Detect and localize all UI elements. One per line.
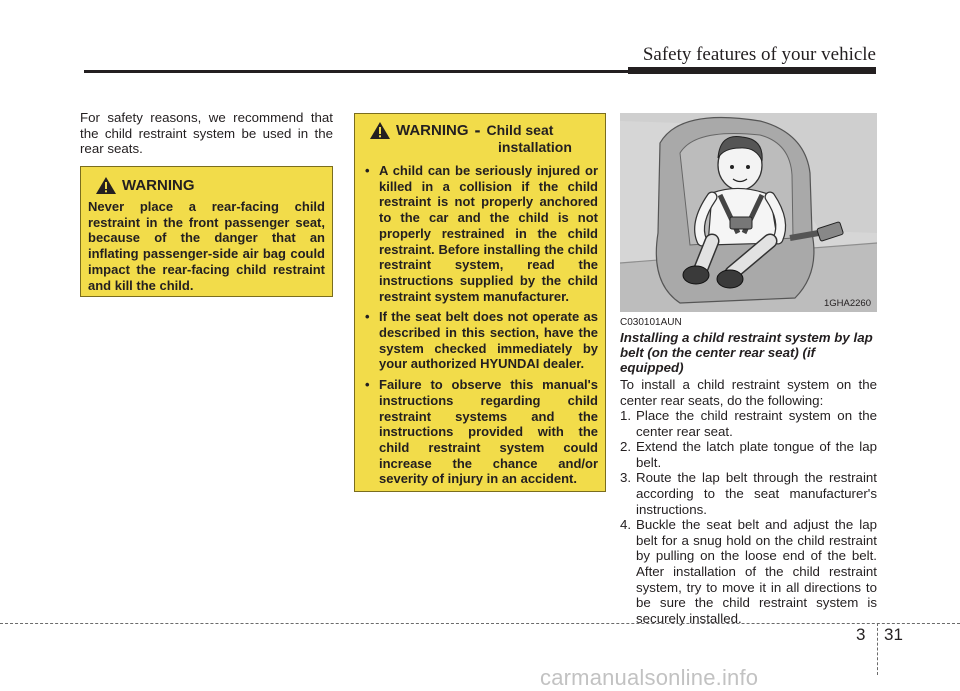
section-intro: To install a child restraint system on the center rear seats, do the following: [620,377,877,408]
warning-triangle-icon [96,177,116,194]
step-number: 3. [620,470,632,486]
step-number: 2. [620,439,632,455]
warning-heading [362,122,598,155]
step-text: Place the child restraint system on the center rear seat. [636,408,877,439]
step-item [620,408,877,439]
warning-bullet: • A child can be seriously injured or killed in a collision if the child restraint is not properly anchored to the car and the child is not properly restrained in the child restraint. Before installing the child restraint system, read the instructions supplied by the child restraint system manufacturer. [362,163,598,304]
warning-bullet: • If the seat belt does not operate as described in this section, have the system checked immediately by your authorized HYUNDAI dealer. [362,309,598,372]
installation-steps [620,408,877,626]
warning-triangle-icon [370,122,390,139]
footer-divider [877,623,878,675]
warning-subtitle-line1: Child seat [486,122,554,138]
section-code: C030101AUN [620,317,682,328]
step-number: 4. [620,517,632,533]
warning-title: WARNING [122,177,195,194]
child-seat-illustration [620,113,877,312]
intro-paragraph: For safety reasons, we recommend that the child restraint system be used in the rear seats. [80,110,333,157]
warning-bullet: • Failure to observe this manual's instructions regarding child restraint systems and the instructions provided with the child restraint system could increase the chance and/or severity of injury in an accident. [362,377,598,487]
step-item [620,517,877,626]
step-number: 1. [620,408,632,423]
warning-heading [88,177,325,194]
step-text: Route the lap belt through the restraint according to the seat manufacturer's instructions. [636,470,877,517]
step-text: Buckle the seat belt and adjust the lap belt for a snug hold on the child restraint by pulling on the loose end of the belt. After installation of the child restraint system, try to move it in all directions to be sure the child restraint system is securely installed. [636,517,877,626]
child-in-car-seat-drawing [620,113,877,312]
step-item [620,470,877,517]
header-rule-accent [628,67,876,74]
warning-bullet-list [362,163,598,487]
step-text: Extend the latch plate tongue of the lap belt. [636,439,877,470]
illustration-code: 1GHA2260 [823,298,871,309]
section-title: Installing a child restraint system by lap belt (on the center rear seat) (if equipped) [620,330,873,376]
chapter-number: 3 [856,625,866,644]
page-number: 31 [884,625,903,644]
warning-box-child-seat-installation [354,113,606,492]
page-header-title: Safety features of your vehicle [642,44,876,65]
footer-rule [0,623,960,624]
warning-subtitle-line2: installation [498,139,572,155]
warning-box-front-seat [80,166,333,297]
warning-title: WARNING [396,122,469,139]
watermark: carmanualsonline.info [540,665,759,690]
warning-body: Never place a rear-facing child restraint in the front passenger seat, because of the danger that an inflating passenger-side air bag could impact the rear-facing child restraint and kill the child. [88,199,325,293]
step-item [620,439,877,470]
title-dash: - [474,120,481,140]
